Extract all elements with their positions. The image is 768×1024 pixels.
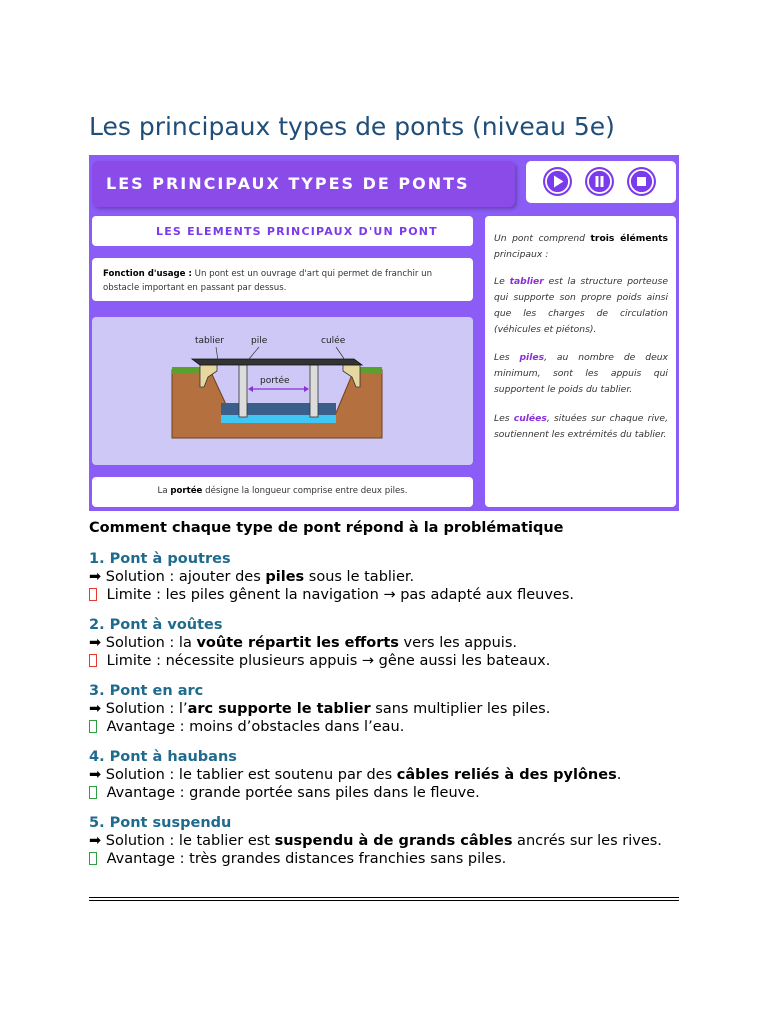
solution-text: . xyxy=(616,767,622,783)
solution-bold: câbles reliés à des pylônes xyxy=(396,767,617,783)
bridge-type-item xyxy=(89,616,679,670)
solution-text: sous le tablier. xyxy=(304,569,415,585)
solution-line xyxy=(89,766,679,784)
bridge-type-item xyxy=(89,550,679,604)
solution-text: ➡ Solution : la xyxy=(89,635,197,651)
solution-text: ➡ Solution : ajouter des xyxy=(89,569,266,585)
item-title: 3. Pont en arc xyxy=(89,683,204,699)
usage-text xyxy=(103,267,463,295)
solution-line xyxy=(89,700,679,718)
item-title: 1. Pont à poutres xyxy=(89,551,231,567)
play-icon[interactable] xyxy=(543,167,572,196)
stop-icon[interactable] xyxy=(627,167,656,196)
note-suffix: désigne la longueur comprise entre deux piles. xyxy=(202,486,408,496)
limit-icon xyxy=(89,588,97,601)
solution-bold: suspendu à de grands câbles xyxy=(274,833,513,849)
solution-text: ➡ Solution : le tablier est xyxy=(89,833,275,849)
limit-line xyxy=(89,652,679,670)
side-text: principaux : xyxy=(494,249,549,260)
side-text: Un pont comprend xyxy=(494,233,591,244)
side-paragraph-piles xyxy=(494,350,668,398)
elements-explanation xyxy=(485,216,676,507)
side-bold: trois éléments xyxy=(590,233,668,244)
solution-bold: piles xyxy=(265,569,305,585)
solution-bold: arc supporte le tablier xyxy=(187,701,371,717)
elements-subtitle: LES ELEMENTS PRINCIPAUX D'UN PONT xyxy=(156,225,438,238)
solution-text: ➡ Solution : le tablier est soutenu par des xyxy=(89,767,397,783)
side-paragraph-intro xyxy=(494,231,668,263)
advantage-icon xyxy=(89,852,97,865)
bridge-type-item xyxy=(89,814,679,868)
label-pile: pile xyxy=(251,336,268,346)
limit-text: Limite : les piles gênent la navigation → pas adapté aux fleuves. xyxy=(102,587,575,603)
solution-text: ancrés sur les rives. xyxy=(512,833,662,849)
side-text: Les xyxy=(494,413,514,424)
portee-note-box xyxy=(92,477,473,507)
solution-line xyxy=(89,832,679,850)
divider xyxy=(89,897,679,898)
pause-icon[interactable] xyxy=(585,167,614,196)
page-title: Les principaux types de ponts (niveau 5e) xyxy=(89,112,615,141)
divider xyxy=(89,900,679,901)
label-culee: culée xyxy=(321,336,346,346)
limit-text: Limite : nécessite plusieurs appuis → gêne aussi les bateaux. xyxy=(102,653,551,669)
advantage-text: Avantage : très grandes distances franchies sans piles. xyxy=(102,851,507,867)
advantage-text: Avantage : grande portée sans piles dans le fleuve. xyxy=(102,785,480,801)
label-portee: portée xyxy=(260,376,290,386)
item-title: 2. Pont à voûtes xyxy=(89,617,223,633)
usage-label: Fonction d'usage : xyxy=(103,269,192,279)
solution-text: ➡ Solution : l’ xyxy=(89,701,188,717)
side-highlight: piles xyxy=(519,352,545,363)
limit-line xyxy=(89,586,679,604)
side-text: Le xyxy=(494,276,510,287)
advantage-icon xyxy=(89,720,97,733)
bridge-infographic xyxy=(89,155,679,511)
solution-text: sans multiplier les piles. xyxy=(370,701,551,717)
solution-bold: voûte répartit les efforts xyxy=(196,635,399,651)
bridge-type-item xyxy=(89,682,679,736)
side-text: , situées sur chaque rive, soutiennent les extrémités du tablier. xyxy=(494,413,669,440)
media-controls xyxy=(526,161,676,203)
label-tablier: tablier xyxy=(195,336,224,346)
portee-note xyxy=(92,486,473,496)
side-text: , au nombre de deux minimum, sont les appuis qui supportent le poids du tablier. xyxy=(494,352,668,395)
banner-title: LES PRINCIPAUX TYPES DE PONTS xyxy=(106,174,470,193)
advantage-line xyxy=(89,784,679,802)
advantage-text: Avantage : moins d’obstacles dans l’eau. xyxy=(102,719,405,735)
solution-line xyxy=(89,634,679,652)
bridge-diagram xyxy=(92,317,473,465)
infographic-banner xyxy=(92,161,515,207)
side-text: est la structure porteuse qui supporte son propre poids ainsi que les charges de circulation (véhicules et piétons). xyxy=(494,276,668,335)
side-paragraph-culees xyxy=(494,411,668,443)
side-highlight: tablier xyxy=(509,276,544,287)
section-heading: Comment chaque type de pont répond à la problématique xyxy=(89,520,564,536)
note-bold: portée xyxy=(170,486,203,496)
item-title: 5. Pont suspendu xyxy=(89,815,232,831)
usage-description: Un pont est un ouvrage d'art qui permet de franchir un obstacle important en passant par dessus. xyxy=(103,269,433,293)
advantage-line xyxy=(89,718,679,736)
bridge-type-item xyxy=(89,748,679,802)
usage-box xyxy=(92,258,473,301)
elements-subtitle-box xyxy=(92,216,473,246)
limit-icon xyxy=(89,654,97,667)
side-highlight: culées xyxy=(513,413,547,424)
advantage-line xyxy=(89,850,679,868)
advantage-icon xyxy=(89,786,97,799)
item-title: 4. Pont à haubans xyxy=(89,749,237,765)
note-prefix: La xyxy=(157,486,171,496)
side-text: Les xyxy=(494,352,520,363)
solution-text: vers les appuis. xyxy=(398,635,517,651)
side-paragraph-tablier xyxy=(494,274,668,338)
solution-line xyxy=(89,568,679,586)
